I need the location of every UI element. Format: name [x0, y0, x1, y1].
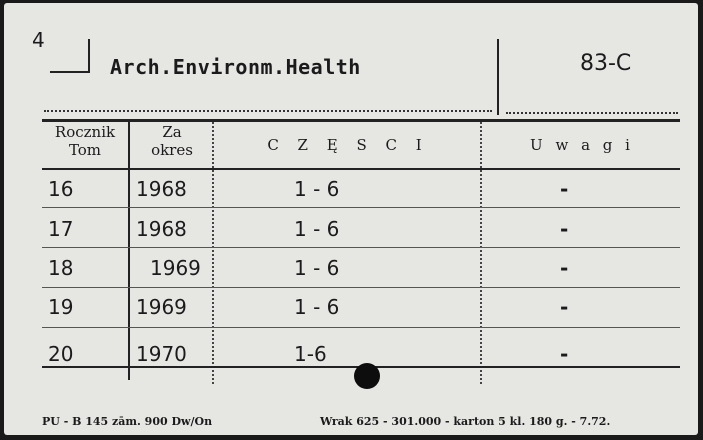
row-czesci: 1 - 6 [294, 177, 340, 201]
row-tom: 16 [48, 177, 74, 201]
row-czesci: 1-6 [294, 342, 327, 366]
row-okres: 1969 [150, 256, 201, 280]
header-bottom-rule [42, 168, 680, 170]
row-uwagi: - [560, 177, 569, 201]
row-tom: 20 [48, 342, 74, 366]
row-okres: 1968 [136, 177, 187, 201]
col-header-okres: Za okres [151, 123, 193, 159]
row-uwagi: - [560, 295, 569, 319]
col-header-czesci: C Z Ę S C I [267, 136, 429, 154]
journal-title: Arch.Environm.Health [110, 55, 361, 79]
row-tom: 18 [48, 256, 74, 280]
code-dotted-line [506, 112, 678, 114]
col-rule-1 [128, 122, 130, 380]
row-okres: 1970 [136, 342, 187, 366]
footer-print-right: Wrak 625 - 301.000 - karton 5 kl. 180 g. - 7.72. [320, 415, 611, 428]
row-tom: 17 [48, 217, 74, 241]
title-dotted-line [44, 110, 492, 112]
row-czesci: 1 - 6 [294, 295, 340, 319]
col-rule-3 [480, 122, 482, 384]
row-uwagi: - [560, 217, 569, 241]
shelf-code: 83-C [580, 51, 632, 76]
catalog-card [4, 3, 698, 435]
bracket-mark [88, 39, 90, 73]
row-uwagi: - [560, 342, 569, 366]
row-okres: 1969 [136, 295, 187, 319]
row-okres: 1968 [136, 217, 187, 241]
row-tom: 19 [48, 295, 74, 319]
corner-number: 4 [32, 28, 45, 52]
table-top-rule [42, 119, 680, 122]
col-header-rocznik: Rocznik Tom [54, 123, 116, 159]
row-czesci: 1 - 6 [294, 217, 340, 241]
col-rule-2 [212, 122, 214, 384]
footer-print-left: PU - B 145 zām. 900 Dw/On [42, 415, 213, 428]
col-header-uwagi: U w a g i [530, 136, 634, 154]
row-czesci: 1 - 6 [294, 256, 340, 280]
row-uwagi: - [560, 256, 569, 280]
header-divider [497, 39, 499, 115]
punch-hole [354, 363, 380, 389]
